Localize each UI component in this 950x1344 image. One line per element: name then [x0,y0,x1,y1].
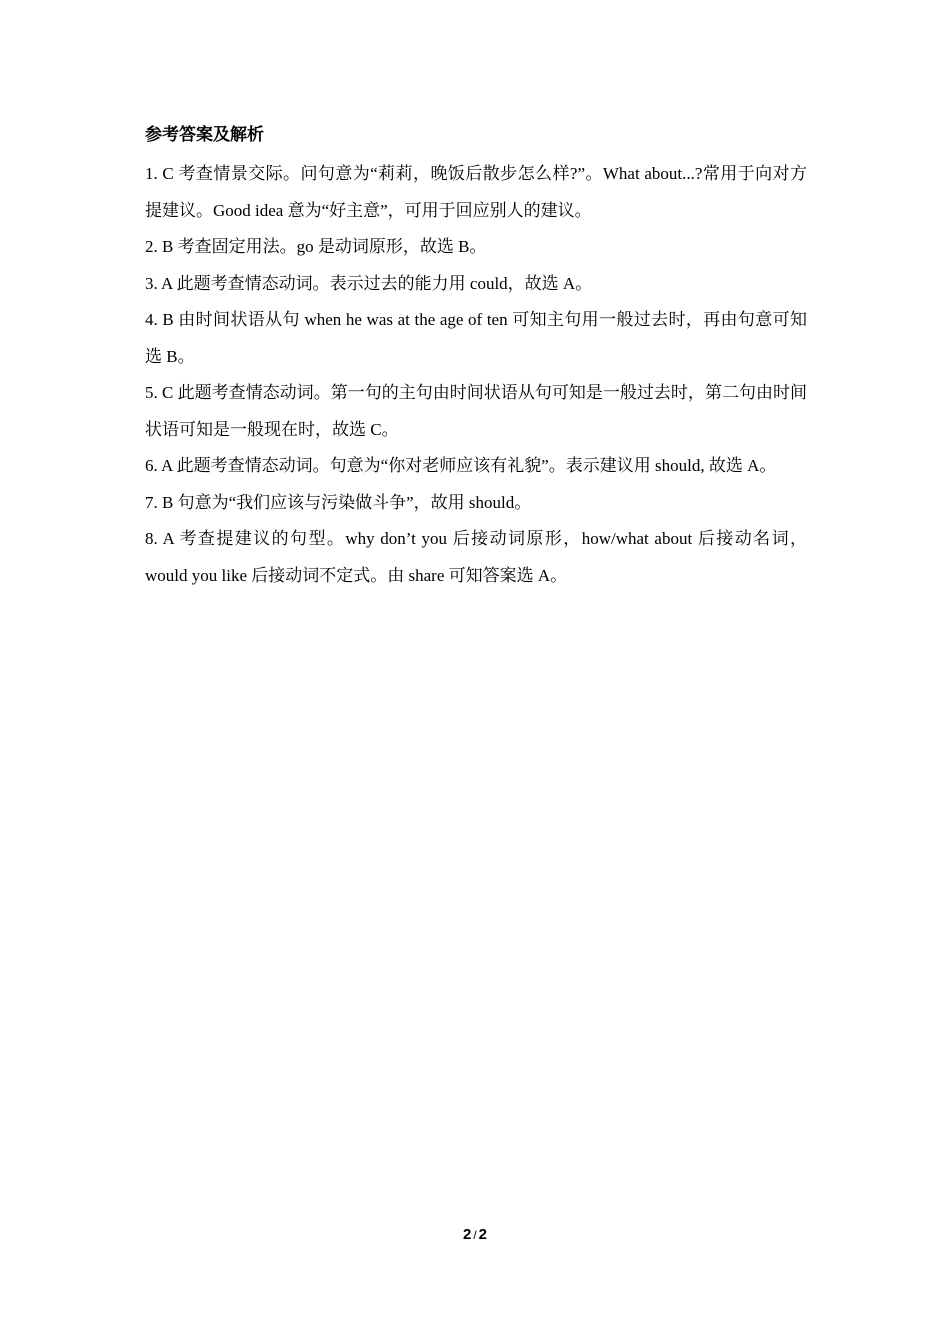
answer-item-2: 2. B 考查固定用法。go 是动词原形，故选 B。 [145,237,487,256]
answer-item-8: 8. A 考查提建议的句型。why don’t you 后接动词原形，how/what about 后接动名词，would you like 后接动词不定式。由 share 可知答案选 A。 [145,529,807,585]
answer-item-5: 5. C 此题考查情态动词。第一句的主句由时间状语从句可知是一般过去时，第二句由时间状语可知是一般现在时，故选 C。 [145,383,807,439]
answer-item-6: 6. A 此题考查情态动词。句意为“你对老师应该有礼貌”。表示建议用 should, 故选 A。 [145,456,777,475]
answer-section [145,120,807,594]
answer-item-3: 3. A 此题考查情态动词。表示过去的能力用 could，故选 A。 [145,273,593,293]
answer-item-1: 1. C 考查情景交际。问句意为“莉莉，晚饭后散步怎么样?”。What about...?常用于向对方提建议。Good idea 意为“好主意”，可用于回应别人的建议。 [145,164,807,220]
page-total: 2 [478,1226,488,1243]
page-current: 2 [462,1226,472,1243]
page-separator: / [473,1228,477,1242]
answer-item-7: 7. B 句意为“我们应该与污染做斗争”，故用 should。 [145,492,532,512]
answer-item-4: 4. B 由时间状语从句 when he was at the age of ten 可知主句用一般过去时，再由句意可知选 B。 [145,310,807,366]
section-heading: 参考答案及解析 [145,125,264,144]
page-number [0,1226,950,1243]
